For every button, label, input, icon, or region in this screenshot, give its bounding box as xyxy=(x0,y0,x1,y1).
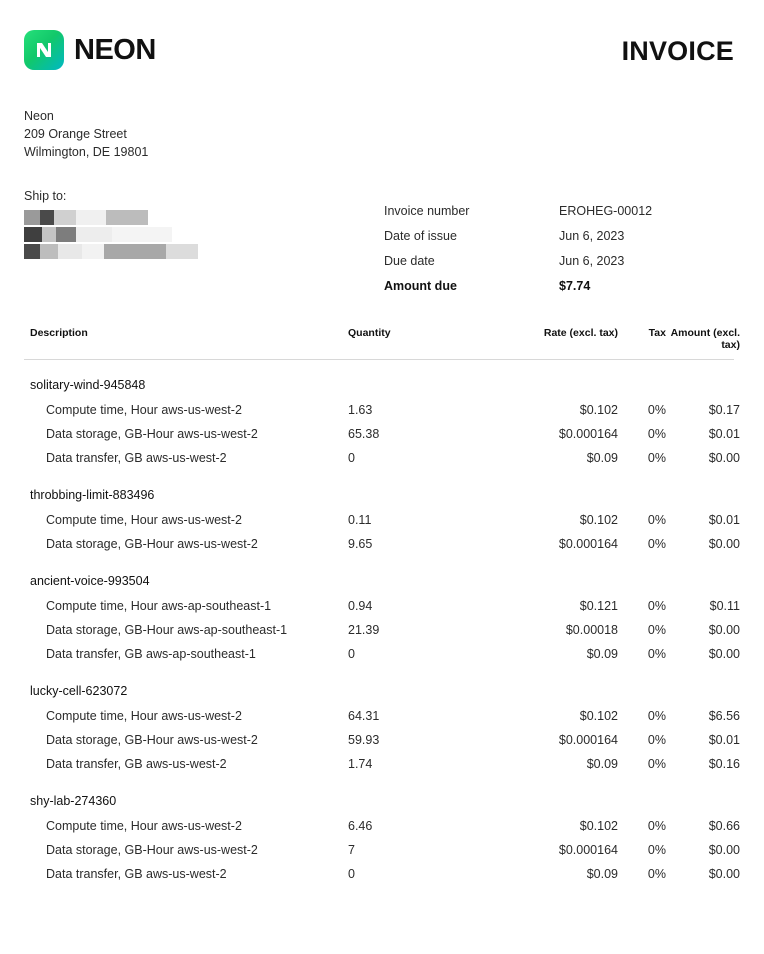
meta-row-due-date xyxy=(384,249,734,274)
cell-tax: 0% xyxy=(647,451,666,466)
cell-rate: $0.09 xyxy=(586,867,618,882)
cell-description: Compute time, Hour aws-us-west-2 xyxy=(46,513,242,528)
cell-amount: $0.00 xyxy=(708,647,740,662)
table-row xyxy=(24,838,740,862)
cell-description: Data storage, GB-Hour aws-us-west-2 xyxy=(46,843,258,858)
cell-quantity: 0 xyxy=(348,867,355,882)
cell-rate: $0.102 xyxy=(579,403,618,418)
neon-logo-icon xyxy=(24,30,64,70)
table-row xyxy=(24,642,740,666)
cell-amount: $0.16 xyxy=(708,757,740,772)
table-row xyxy=(24,508,740,532)
cell-description: Data storage, GB-Hour aws-us-west-2 xyxy=(46,537,258,552)
cell-description: Compute time, Hour aws-ap-southeast-1 xyxy=(46,599,272,614)
table-row xyxy=(24,618,740,642)
cell-rate: $0.121 xyxy=(579,599,618,614)
cell-tax: 0% xyxy=(647,599,666,614)
cell-amount: $0.66 xyxy=(708,819,740,834)
column-header-rate: Rate (excl. tax) xyxy=(543,327,618,340)
ship-to-label: Ship to: xyxy=(24,189,67,204)
cell-tax: 0% xyxy=(647,757,666,772)
cell-tax: 0% xyxy=(647,647,666,662)
cell-tax: 0% xyxy=(647,403,666,418)
cell-quantity: 6.46 xyxy=(348,819,373,834)
cell-tax: 0% xyxy=(647,427,666,442)
cell-quantity: 0 xyxy=(348,451,355,466)
cell-amount: $0.00 xyxy=(708,623,740,638)
line-item-group-name: shy-lab-274360 xyxy=(30,794,117,809)
cell-amount: $6.56 xyxy=(708,709,740,724)
cell-amount: $0.01 xyxy=(708,427,740,442)
cell-quantity: 21.39 xyxy=(348,623,380,638)
cell-quantity: 65.38 xyxy=(348,427,380,442)
column-header-tax: Tax xyxy=(648,327,666,340)
table-row xyxy=(24,862,740,886)
table-row xyxy=(24,752,740,776)
cell-description: Compute time, Hour aws-us-west-2 xyxy=(46,709,242,724)
cell-amount: $0.00 xyxy=(708,451,740,466)
cell-amount: $0.17 xyxy=(708,403,740,418)
cell-description: Data storage, GB-Hour aws-us-west-2 xyxy=(46,733,258,748)
cell-rate: $0.00018 xyxy=(565,623,618,638)
cell-tax: 0% xyxy=(647,843,666,858)
cell-amount: $0.11 xyxy=(709,599,740,614)
invoice-number-value: EROHEG-00012 xyxy=(559,204,653,219)
table-row xyxy=(24,728,740,752)
amount-due-label: Amount due xyxy=(384,279,457,294)
table-row xyxy=(24,704,740,728)
cell-amount: $0.01 xyxy=(708,733,740,748)
ship-to-block xyxy=(24,189,384,261)
page-title: INVOICE xyxy=(621,36,734,66)
cell-tax: 0% xyxy=(647,513,666,528)
brand-name: NEON xyxy=(74,33,156,66)
table-row xyxy=(24,814,740,838)
cell-quantity: 1.74 xyxy=(348,757,373,772)
cell-rate: $0.000164 xyxy=(558,537,618,552)
cell-rate: $0.102 xyxy=(579,709,618,724)
cell-quantity: 9.65 xyxy=(348,537,373,552)
line-item-group-name: solitary-wind-945848 xyxy=(30,378,146,393)
cell-quantity: 0.11 xyxy=(348,513,372,528)
cell-amount: $0.00 xyxy=(708,537,740,552)
table-header-row xyxy=(24,327,740,360)
line-item-group-name: lucky-cell-623072 xyxy=(30,684,128,699)
brand xyxy=(24,30,156,70)
line-items-table xyxy=(24,327,740,886)
cell-quantity: 64.31 xyxy=(348,709,380,724)
table-row xyxy=(24,398,740,422)
invoice-number-label: Invoice number xyxy=(384,204,470,219)
cell-rate: $0.09 xyxy=(586,451,618,466)
due-date-label: Due date xyxy=(384,254,435,269)
cell-description: Compute time, Hour aws-us-west-2 xyxy=(46,819,242,834)
seller-street: 209 Orange Street xyxy=(24,127,127,142)
cell-description: Data transfer, GB aws-ap-southeast-1 xyxy=(46,647,256,662)
column-header-amount: Amount (excl. tax) xyxy=(670,327,740,352)
cell-quantity: 0 xyxy=(348,647,355,662)
cell-description: Data transfer, GB aws-us-west-2 xyxy=(46,757,227,772)
line-item-group-name: throbbing-limit-883496 xyxy=(30,488,155,503)
cell-description: Compute time, Hour aws-us-west-2 xyxy=(46,403,242,418)
cell-rate: $0.000164 xyxy=(558,427,618,442)
cell-tax: 0% xyxy=(647,623,666,638)
seller-company: Neon xyxy=(24,109,54,123)
cell-rate: $0.102 xyxy=(579,513,618,528)
invoice-header xyxy=(24,30,734,70)
shipto-and-meta xyxy=(24,189,734,299)
cell-description: Data transfer, GB aws-us-west-2 xyxy=(46,451,227,466)
cell-tax: 0% xyxy=(647,733,666,748)
meta-row-amount-due xyxy=(384,274,734,299)
cell-quantity: 0.94 xyxy=(348,599,373,614)
seller-city-state-zip: Wilmington, DE 19801 xyxy=(24,145,149,160)
cell-rate: $0.102 xyxy=(579,819,618,834)
cell-tax: 0% xyxy=(647,867,666,882)
table-body xyxy=(24,360,740,886)
cell-rate: $0.000164 xyxy=(558,843,618,858)
cell-rate: $0.000164 xyxy=(558,733,618,748)
cell-tax: 0% xyxy=(647,537,666,552)
cell-quantity: 1.63 xyxy=(348,403,373,418)
cell-amount: $0.01 xyxy=(708,513,740,528)
column-header-description: Description xyxy=(30,327,88,340)
table-row xyxy=(24,594,740,618)
cell-amount: $0.00 xyxy=(708,843,740,858)
cell-rate: $0.09 xyxy=(586,647,618,662)
seller-address xyxy=(24,107,734,161)
table-row xyxy=(24,422,740,446)
cell-quantity: 7 xyxy=(348,843,355,858)
cell-description: Data transfer, GB aws-us-west-2 xyxy=(46,867,227,882)
meta-row-invoice-number xyxy=(384,199,734,224)
cell-description: Data storage, GB-Hour aws-ap-southeast-1 xyxy=(46,623,288,638)
date-of-issue-label: Date of issue xyxy=(384,229,457,244)
meta-row-date-of-issue xyxy=(384,224,734,249)
cell-tax: 0% xyxy=(647,819,666,834)
cell-quantity: 59.93 xyxy=(348,733,380,748)
cell-tax: 0% xyxy=(647,709,666,724)
cell-rate: $0.09 xyxy=(586,757,618,772)
invoice-meta xyxy=(384,189,734,299)
line-item-group-name: ancient-voice-993504 xyxy=(30,574,150,589)
date-of-issue-value: Jun 6, 2023 xyxy=(559,229,625,244)
redacted-address xyxy=(24,210,220,259)
amount-due-value: $7.74 xyxy=(559,279,591,294)
due-date-value: Jun 6, 2023 xyxy=(559,254,625,269)
cell-amount: $0.00 xyxy=(708,867,740,882)
table-row xyxy=(24,532,740,556)
cell-description: Data storage, GB-Hour aws-us-west-2 xyxy=(46,427,258,442)
table-row xyxy=(24,446,740,470)
column-header-quantity: Quantity xyxy=(348,327,391,340)
